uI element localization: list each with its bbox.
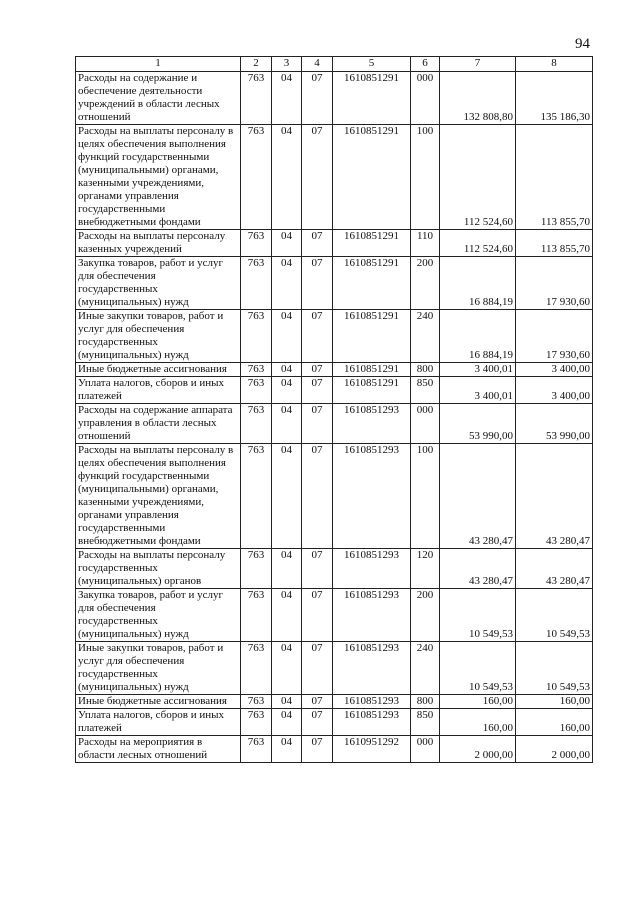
expense-type-code-cell: 800	[411, 695, 440, 709]
row-name-cell: Уплата налогов, сборов и иных платежей	[76, 709, 241, 736]
row-name-cell: Расходы на содержание и обеспечение деятельности учреждений в области лесных отношений	[76, 72, 241, 125]
amount-year-2-cell: 113 855,70	[516, 125, 593, 230]
table-row	[76, 72, 593, 125]
amount-year-1-cell: 3 400,01	[440, 377, 516, 404]
table-row	[76, 444, 593, 549]
target-article-code-cell: 1610851293	[333, 549, 411, 589]
amount-year-2-cell: 3 400,00	[516, 363, 593, 377]
row-name-cell: Расходы на выплаты персоналу в целях обеспечения выполнения функций государственными (муниципальными) органами, казенными учреждениями, органами управления государственными внебюджетными фондами	[76, 125, 241, 230]
target-article-code-cell: 1610951292	[333, 736, 411, 763]
table-row	[76, 404, 593, 444]
target-article-code-cell: 1610851291	[333, 230, 411, 257]
column-header: 4	[302, 57, 333, 72]
column-header: 3	[272, 57, 302, 72]
section-code-cell: 04	[272, 642, 302, 695]
target-article-code-cell: 1610851293	[333, 642, 411, 695]
section-code-cell: 04	[272, 695, 302, 709]
table-row	[76, 642, 593, 695]
chapter-code-cell: 763	[241, 404, 272, 444]
table-row	[76, 257, 593, 310]
amount-year-1-cell: 112 524,60	[440, 230, 516, 257]
target-article-code-cell: 1610851293	[333, 709, 411, 736]
subsection-code-cell: 07	[302, 736, 333, 763]
subsection-code-cell: 07	[302, 230, 333, 257]
amount-year-1-cell: 160,00	[440, 695, 516, 709]
row-name-cell: Расходы на содержание аппарата управления в области лесных отношений	[76, 404, 241, 444]
table-row	[76, 709, 593, 736]
expense-type-code-cell: 200	[411, 257, 440, 310]
subsection-code-cell: 07	[302, 72, 333, 125]
subsection-code-cell: 07	[302, 125, 333, 230]
amount-year-2-cell: 17 930,60	[516, 310, 593, 363]
section-code-cell: 04	[272, 709, 302, 736]
page-number: 94	[575, 36, 590, 52]
subsection-code-cell: 07	[302, 444, 333, 549]
amount-year-2-cell: 135 186,30	[516, 72, 593, 125]
amount-year-2-cell: 2 000,00	[516, 736, 593, 763]
table-row	[76, 549, 593, 589]
table-row	[76, 736, 593, 763]
section-code-cell: 04	[272, 363, 302, 377]
amount-year-2-cell: 10 549,53	[516, 589, 593, 642]
expense-type-code-cell: 240	[411, 642, 440, 695]
subsection-code-cell: 07	[302, 589, 333, 642]
chapter-code-cell: 763	[241, 736, 272, 763]
target-article-code-cell: 1610851291	[333, 125, 411, 230]
section-code-cell: 04	[272, 589, 302, 642]
row-name-cell: Расходы на мероприятия в области лесных отношений	[76, 736, 241, 763]
amount-year-2-cell: 17 930,60	[516, 257, 593, 310]
section-code-cell: 04	[272, 444, 302, 549]
amount-year-1-cell: 10 549,53	[440, 642, 516, 695]
column-header: 7	[440, 57, 516, 72]
row-name-cell: Иные закупки товаров, работ и услуг для обеспечения государственных (муниципальных) нужд	[76, 310, 241, 363]
row-name-cell: Закупка товаров, работ и услуг для обеспечения государственных (муниципальных) нужд	[76, 589, 241, 642]
row-name-cell: Уплата налогов, сборов и иных платежей	[76, 377, 241, 404]
section-code-cell: 04	[272, 549, 302, 589]
subsection-code-cell: 07	[302, 642, 333, 695]
target-article-code-cell: 1610851291	[333, 377, 411, 404]
subsection-code-cell: 07	[302, 257, 333, 310]
chapter-code-cell: 763	[241, 257, 272, 310]
table-row	[76, 125, 593, 230]
table-row	[76, 230, 593, 257]
amount-year-1-cell: 53 990,00	[440, 404, 516, 444]
column-header: 8	[516, 57, 593, 72]
expense-type-code-cell: 800	[411, 363, 440, 377]
target-article-code-cell: 1610851293	[333, 589, 411, 642]
chapter-code-cell: 763	[241, 642, 272, 695]
amount-year-2-cell: 160,00	[516, 695, 593, 709]
amount-year-2-cell: 113 855,70	[516, 230, 593, 257]
chapter-code-cell: 763	[241, 72, 272, 125]
target-article-code-cell: 1610851291	[333, 72, 411, 125]
expense-type-code-cell: 200	[411, 589, 440, 642]
column-header: 1	[76, 57, 241, 72]
target-article-code-cell: 1610851291	[333, 257, 411, 310]
row-name-cell: Иные бюджетные ассигнования	[76, 363, 241, 377]
table-row	[76, 363, 593, 377]
budget-table	[75, 56, 593, 763]
section-code-cell: 04	[272, 377, 302, 404]
amount-year-1-cell: 160,00	[440, 709, 516, 736]
expense-type-code-cell: 000	[411, 404, 440, 444]
subsection-code-cell: 07	[302, 404, 333, 444]
section-code-cell: 04	[272, 736, 302, 763]
row-name-cell: Расходы на выплаты персоналу в целях обеспечения выполнения функций государственными (муниципальными) органами, казенными учреждениями, органами управления государственными внебюджетными фондами	[76, 444, 241, 549]
column-header: 5	[333, 57, 411, 72]
chapter-code-cell: 763	[241, 589, 272, 642]
amount-year-2-cell: 160,00	[516, 709, 593, 736]
chapter-code-cell: 763	[241, 709, 272, 736]
header-row	[76, 57, 593, 72]
chapter-code-cell: 763	[241, 377, 272, 404]
section-code-cell: 04	[272, 230, 302, 257]
chapter-code-cell: 763	[241, 363, 272, 377]
subsection-code-cell: 07	[302, 709, 333, 736]
target-article-code-cell: 1610851293	[333, 444, 411, 549]
table-row	[76, 377, 593, 404]
amount-year-2-cell: 10 549,53	[516, 642, 593, 695]
amount-year-1-cell: 16 884,19	[440, 257, 516, 310]
subsection-code-cell: 07	[302, 695, 333, 709]
target-article-code-cell: 1610851291	[333, 363, 411, 377]
subsection-code-cell: 07	[302, 310, 333, 363]
expense-type-code-cell: 240	[411, 310, 440, 363]
row-name-cell: Расходы на выплаты персоналу казенных учреждений	[76, 230, 241, 257]
amount-year-1-cell: 43 280,47	[440, 549, 516, 589]
expense-type-code-cell: 120	[411, 549, 440, 589]
column-header: 6	[411, 57, 440, 72]
expense-type-code-cell: 000	[411, 736, 440, 763]
section-code-cell: 04	[272, 310, 302, 363]
chapter-code-cell: 763	[241, 549, 272, 589]
expense-type-code-cell: 850	[411, 709, 440, 736]
section-code-cell: 04	[272, 125, 302, 230]
target-article-code-cell: 1610851293	[333, 404, 411, 444]
amount-year-1-cell: 16 884,19	[440, 310, 516, 363]
table-row	[76, 310, 593, 363]
chapter-code-cell: 763	[241, 444, 272, 549]
subsection-code-cell: 07	[302, 363, 333, 377]
subsection-code-cell: 07	[302, 377, 333, 404]
target-article-code-cell: 1610851291	[333, 310, 411, 363]
section-code-cell: 04	[272, 404, 302, 444]
expense-type-code-cell: 100	[411, 125, 440, 230]
amount-year-2-cell: 43 280,47	[516, 549, 593, 589]
chapter-code-cell: 763	[241, 310, 272, 363]
amount-year-1-cell: 10 549,53	[440, 589, 516, 642]
amount-year-1-cell: 112 524,60	[440, 125, 516, 230]
amount-year-1-cell: 132 808,80	[440, 72, 516, 125]
row-name-cell: Закупка товаров, работ и услуг для обеспечения государственных (муниципальных) нужд	[76, 257, 241, 310]
amount-year-2-cell: 3 400,00	[516, 377, 593, 404]
chapter-code-cell: 763	[241, 695, 272, 709]
row-name-cell: Иные закупки товаров, работ и услуг для обеспечения государственных (муниципальных) нужд	[76, 642, 241, 695]
amount-year-1-cell: 43 280,47	[440, 444, 516, 549]
section-code-cell: 04	[272, 257, 302, 310]
amount-year-1-cell: 2 000,00	[440, 736, 516, 763]
amount-year-1-cell: 3 400,01	[440, 363, 516, 377]
expense-type-code-cell: 000	[411, 72, 440, 125]
expense-type-code-cell: 110	[411, 230, 440, 257]
table-row	[76, 695, 593, 709]
table-row	[76, 589, 593, 642]
chapter-code-cell: 763	[241, 125, 272, 230]
expense-type-code-cell: 850	[411, 377, 440, 404]
row-name-cell: Иные бюджетные ассигнования	[76, 695, 241, 709]
amount-year-2-cell: 53 990,00	[516, 404, 593, 444]
amount-year-2-cell: 43 280,47	[516, 444, 593, 549]
column-header: 2	[241, 57, 272, 72]
target-article-code-cell: 1610851293	[333, 695, 411, 709]
chapter-code-cell: 763	[241, 230, 272, 257]
section-code-cell: 04	[272, 72, 302, 125]
expense-type-code-cell: 100	[411, 444, 440, 549]
table-body	[76, 72, 593, 763]
subsection-code-cell: 07	[302, 549, 333, 589]
row-name-cell: Расходы на выплаты персоналу государственных (муниципальных) органов	[76, 549, 241, 589]
